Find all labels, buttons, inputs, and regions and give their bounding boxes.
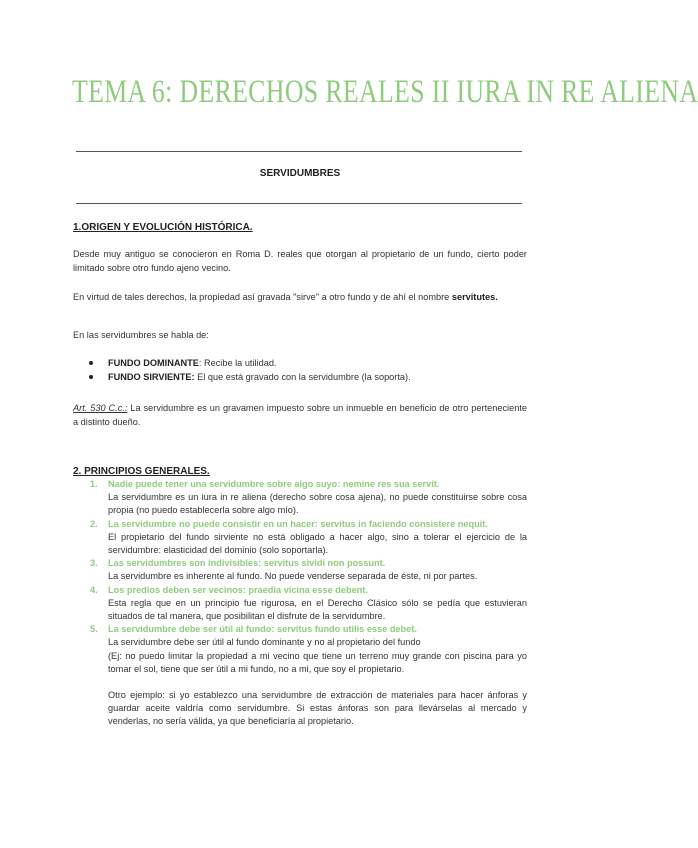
principle-item [90, 518, 527, 558]
fundo-list [73, 356, 527, 384]
list-item [73, 370, 527, 384]
section1-paragraph-3: En las servidumbres se habla de: [73, 330, 209, 340]
principle-number: 4. [90, 584, 98, 595]
section1-paragraph-2 [73, 290, 527, 304]
principle-title: Los predios deben ser vecinos: praedia vicina esse debent. [108, 584, 368, 595]
principle-number: 2. [90, 518, 98, 529]
principle-title: Nadie puede tener una servidumbre sobre algo suyo: nemine res sua servit. [108, 479, 440, 489]
principles-list [90, 478, 527, 729]
principle-body: La servidumbre es un iura in re aliena (derecho sobre cosa ajena), no puede constituirse sobre cosa propia (no puedo establecerla sobre algo mío). [108, 492, 527, 516]
principle-item [90, 584, 527, 624]
paragraph-2-bold: servitutes. [451, 292, 498, 302]
article-reference: Art. 530 C.c.: [73, 403, 128, 413]
principle-number: 3. [90, 558, 98, 569]
section2-heading: 2. PRINCIPIOS GENERALES. [73, 466, 210, 477]
article-text: La servidumbre es un gravamen impuesto sobre un inmueble en beneficio de otro perteneciente a distinto dueño. [73, 403, 527, 427]
principle-body: El propietario del fundo sirviente no está obligado a hacer algo, sino a tolerar el ejercicio de la servidumbre: elasticidad del dominio (solo soportarla). [108, 531, 527, 556]
principle-extra-example: Otro ejemplo: si yo establezco una servidumbre de extracción de materiales para hacer ánforas y guardar aceite valdría como servidumbre. Si estas ánforas son para llevárselas al mercado y venderlas, no sería válida, ya que beneficiaría al propietario. [108, 690, 527, 727]
bullet-text: El que está gravado con la servidumbre (la soporta). [194, 372, 411, 382]
principle-title: Las servidumbres son indivisibles: servitus sividi non possunt. [108, 558, 386, 569]
section1-paragraph-1: Desde muy antiguo se conocieron en Roma D. reales que otorgan al propietario de un fundo, cierto poder limitado sobre otro fundo ajeno vecino. [73, 249, 527, 273]
document-title: TEMA 6: DERECHOS REALES II IURA IN RE ALIENA [72, 74, 698, 110]
principle-item [90, 623, 527, 728]
paragraph-gap [108, 676, 527, 689]
bullet-term: FUNDO DOMINANTE [108, 358, 199, 368]
bottom-divider [76, 203, 522, 204]
principle-number: 5. [90, 624, 98, 635]
principle-example: (Ej: no puedo limitar la propiedad a mi vecino que tiene un terreno muy grande con piscina para yo tomar el sol, tiene que ser útil a mi fundo, no a mi, que soy el propietario. [108, 650, 527, 674]
bullet-term: FUNDO SIRVIENTE: [108, 372, 195, 382]
list-item [73, 356, 527, 370]
principle-item [90, 557, 527, 583]
principle-item [90, 478, 527, 518]
bullet-text: : Recibe la utilidad. [198, 358, 277, 368]
principle-body: La servidumbre es inherente al fundo. No puede venderse separada de éste, ni por partes. [108, 571, 478, 582]
article-paragraph [73, 401, 527, 429]
principle-body: Esta regla que en un principio fue rigurosa, en el Derecho Clásico sólo se pedía que estuvieran situados de tal manera, que posibilitan el disfrute de la servidumbre. [108, 597, 527, 622]
paragraph-2-text: En virtud de tales derechos, la propiedad así gravada "sirve" a otro fundo y de ahí el nombre [73, 292, 452, 302]
section-heading: SERVIDUMBRES [259, 168, 341, 179]
principle-title: La servidumbre no puede consistir en un hacer: servitus in faciendo consistere nequit. [108, 518, 488, 529]
principle-title: La servidumbre debe ser útil al fundo: servitus fundo utilis esse debet. [108, 624, 417, 635]
top-divider [76, 151, 522, 152]
bullet-icon [89, 361, 93, 365]
principle-body: La servidumbre debe ser útil al fundo dominante y no al propietario del fundo [108, 637, 421, 648]
bullet-icon [89, 375, 93, 379]
principle-number: 1. [90, 479, 98, 489]
section1-heading: 1.ORIGEN Y EVOLUCIÓN HISTÓRICA. [73, 222, 253, 233]
